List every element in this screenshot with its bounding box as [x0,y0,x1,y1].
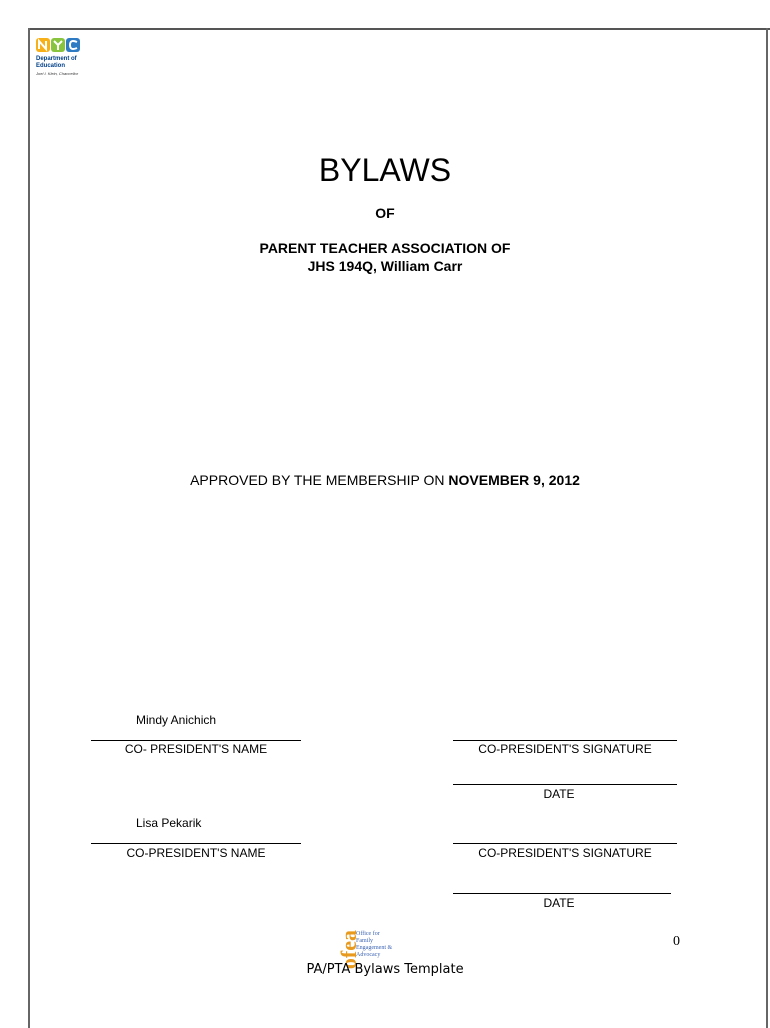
co-president-name-2: Lisa Pekarik [136,816,202,830]
ofea-line-4: Advocacy [356,952,381,958]
name-label-1: CO- PRESIDENT'S NAME [124,742,268,756]
signature-line-1 [453,740,677,741]
date-line-2 [453,893,671,894]
approval-statement [0,472,770,488]
date-label-2: DATE [543,896,575,910]
logo-line2: Education [36,63,66,69]
pta-line-2: JHS 194Q, William Carr [307,258,463,274]
ofea-line-1: Office for [356,931,380,937]
name-line-1 [91,740,301,741]
approval-date: NOVEMBER 9, 2012 [448,472,580,488]
approval-prefix: APPROVED BY THE MEMBERSHIP ON [190,472,445,488]
date-line-1 [453,784,677,785]
ofea-line-3: Engagement & [356,945,393,951]
title-of: OF [375,205,395,221]
ofea-logo [336,928,406,970]
name-label-2: CO-PRESIDENT'S NAME [126,846,266,860]
footer-text: PA/PTA Bylaws Template [306,962,464,977]
logo-department [36,56,77,70]
signature-line-2 [453,843,677,844]
page-number: 0 [673,934,680,949]
page-border-top [30,28,770,30]
signature-label-2: CO-PRESIDENT'S SIGNATURE [478,846,652,860]
logo-chancellor: Joel I. Klein, Chancellor [36,71,79,76]
co-president-name-1: Mindy Anichich [136,713,217,727]
logo-line1: Department of [36,56,77,62]
date-label-1: DATE [543,787,575,801]
ofea-line-2: Family [356,938,374,944]
pta-line-1: PARENT TEACHER ASSOCIATION OF [259,240,511,256]
name-line-2 [91,843,301,844]
document-title: BYLAWS [318,152,452,188]
ofea-text [356,931,392,959]
ofea-mark: ofea [336,930,361,970]
signature-label-1: CO-PRESIDENT'S SIGNATURE [478,742,652,756]
